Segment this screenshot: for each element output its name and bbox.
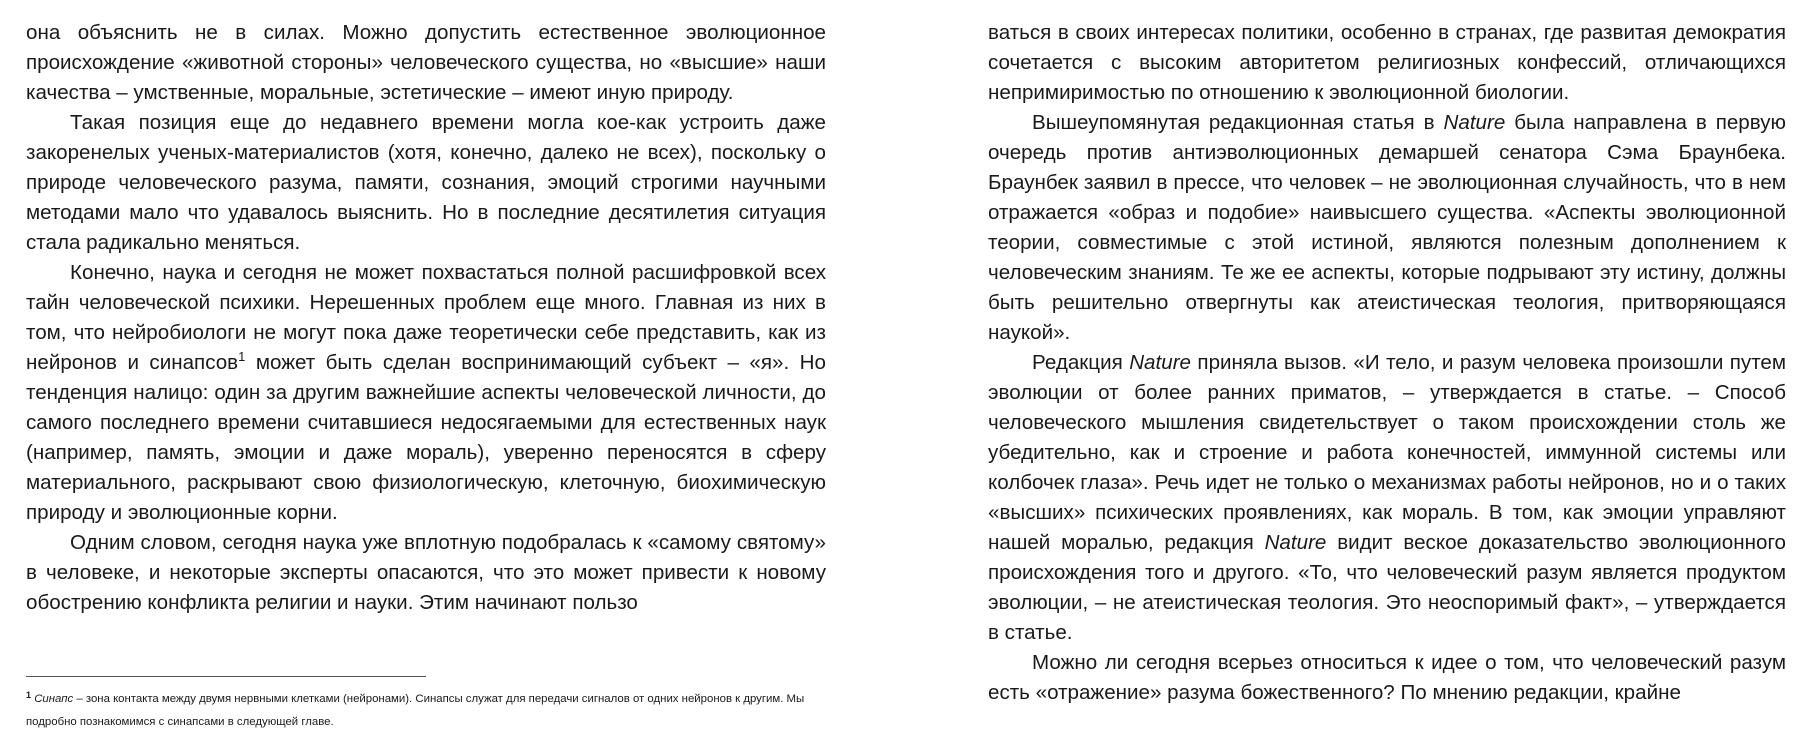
right-paragraph-3 xyxy=(988,348,1786,648)
right-column xyxy=(988,18,1786,708)
left-paragraph-3-text-b: может быть сделан воспринимающий субъект – «я». Но тенденция налицо: один за другим важнейшие аспекты человеческой личности, до самого последнего времени считавшиеся недосягаемыми для естественных наук (например, память, эмоции и даже мораль), уверенно переносятся в сферу материального, раскрывают свою физиологическую, клеточную, биохимическую природу и эволюционные корни. xyxy=(26,351,826,524)
right-paragraph-3-text-c: видит веское доказательство эволюционного происхождения того и другого. «То, что человеческий разум является продуктом эволюции, – не атеистическая теология. Это неоспоримый факт», – утверждается в статье. xyxy=(988,531,1786,644)
right-paragraph-4: Можно ли сегодня всерьез относиться к идее о том, что человеческий разум есть «отражение» разума божественного? По мнению редакции, крайне xyxy=(988,651,1786,704)
left-column xyxy=(26,18,826,618)
footnote-number: 1 xyxy=(26,690,32,700)
right-paragraph-3-text-a: Редакция xyxy=(1032,351,1130,374)
left-paragraph-4: Одним словом, сегодня наука уже вплотную подобралась к «самому святому» в человеке, и некоторые эксперты опасаются, что это может привести к новому обострению конфликта религии и науки. Этим начинают пользо xyxy=(26,531,826,614)
left-paragraph-1: она объяснить не в силах. Можно допустить естественное эволюционное происхождение «животной стороны» человеческого существа, но «высшие» наши качества – умственные, моральные, эстетические – имеют иную природу. xyxy=(26,21,826,104)
right-paragraph-2-text-a: Вышеупомянутая редакционная статья в xyxy=(1032,111,1444,134)
journal-name: Nature xyxy=(1264,531,1327,554)
journal-name: Nature xyxy=(1443,111,1506,134)
footnote-term: Синапс xyxy=(34,693,74,705)
left-paragraph-2: Такая позиция еще до недавнего времени могла кое-как устроить даже закоренелых ученых-материалистов (хотя, конечно, далеко не всех), поскольку о природе человеческого разума, памяти, сознания, эмоций строгими научными методами мало что удавалось выяснить. Но в последние десятилетия ситуация стала радикально меняться. xyxy=(26,111,826,254)
left-paragraph-3-text-a: Конечно, наука и сегодня не может похвастаться полной расшифровкой всех тайн человеческой психики. Нерешенных проблем еще много. Главная из них в том, что нейробиологи не могут пока даже теоретически себе представить, как из нейронов и синапсов xyxy=(26,261,826,374)
footnote-divider xyxy=(26,676,426,677)
right-paragraph-2-text-b: была направлена в первую очередь против антиэволюционных демаршей сенатора Сэма Браунбека. Браунбек заявил в прессе, что человек – не эволюционная случайность, что в нем отражается «образ и подобие» наивысшего существа. «Аспекты эволюционной теории, совместимые с этой истиной, являются полезным дополнением к человеческим знаниям. Те же ее аспекты, которые подрывают эту истину, должны быть решительно отвергнуты как атеистическая теология, притворяющаяся наукой». xyxy=(988,111,1786,344)
left-paragraph-3 xyxy=(26,258,826,528)
footnote-text: – зона контакта между двумя нервными клетками (нейронами). Синапсы служат для передачи сигналов от одних нейронов к другим. Мы подробно познакомимся с синапсами в следующей главе. xyxy=(26,693,805,728)
footnote xyxy=(26,688,826,734)
right-paragraph-2 xyxy=(988,108,1786,348)
right-paragraph-3-text-b: приняла вызов. «И тело, и разум человека произошли путем эволюции от более ранних приматов, – утверждается в статье. – Способ человеческого мышления свидетельствует о таком происхождении столь же убедительно, как и строение и работа конечностей, иммунной системы или колбочек глаза». Речь идет не только о механизмах работы нейронов, но и о таких «высших» психических проявлениях, как мораль. В том, как эмоции управляют нашей моралью, редакция xyxy=(988,351,1787,554)
journal-name: Nature xyxy=(1129,351,1191,374)
right-paragraph-1: ваться в своих интересах политики, особенно в странах, где развитая демократия сочетается с высоким авторитетом религиозных конфессий, отличающихся непримиримостью по отношению к эволюционной биологии. xyxy=(988,21,1786,104)
footnote-reference[interactable]: 1 xyxy=(238,349,246,364)
